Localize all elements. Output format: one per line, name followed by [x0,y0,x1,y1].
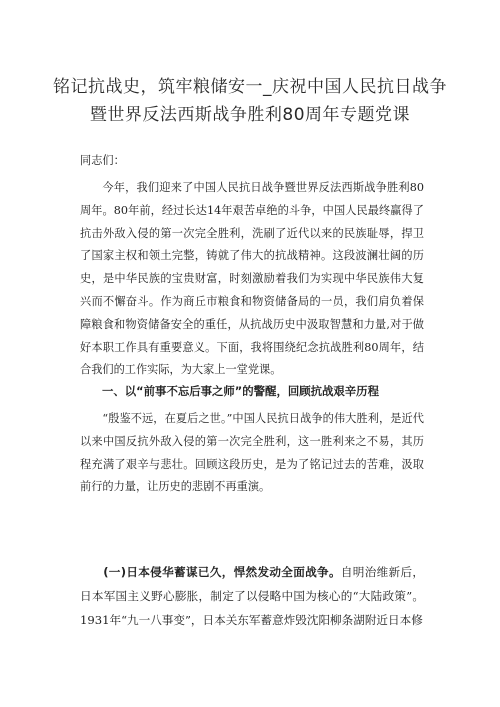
document-title-line-1: 铭记抗战史，筑牢粮储安一_庆祝中国人民抗日战争 [53,77,447,97]
subsection-text-1: 自明治维新后，日本军国主义野心膨胀，制定了以侵略中国为核心的“大陆政策”。1931年“九一八事变”，日本关东军蓄意炸毁沈阳柳条湖附近日本修 [80,565,424,627]
paragraph-subsection-1 [80,560,424,632]
paragraph-section-1: “殷鉴不远，在夏后之世。”中国人民抗日战争的伟大胜利，是近代以来中国反抗外敌入侵的第一次完全胜利，这一胜利来之不易，其历程充满了艰辛与悲壮。回顾这段历史，是为了铭记过去的苦难，汲取前行的力量，让历史的悲剧不再重演。 [80,412,424,494]
subsection-heading-1: (一)日本侵华蓄谋已久，悍然发动全面战争。 [103,565,341,579]
salutation: 同志们： [80,154,125,167]
document-title-line-2: 暨世界反法西斯战争胜利80周年专题党课 [89,105,411,125]
section-heading-1: 一、以“前事不忘后事之师”的警醒，回顾抗战艰辛历程 [102,384,379,398]
paragraph-intro: 今年，我们迎来了中国人民抗日战争暨世界反法西斯战争胜利80周年。80年前，经过长达14年艰苦卓绝的斗争，中国人民最终赢得了抗击外敌入侵的第一次完全胜利，洗刷了近代以来的民族耻辱，捍卫了国家主权和领土完整，铸就了伟大的抗战精神。这段波澜壮阔的历史，是中华民族的宝贵财富，时刻激励着我们为实现中华民族伟大复兴而不懈奋斗。作为商丘市粮食和物资储备局的一员，我们肩负着保障粮食和物资储备安全的重任，从抗战历史中汲取智慧和力量,对于做好本职工作具有重要意义。下面，我将围绕纪念抗战胜利80周年，结合我们的工作实际，为大家上一堂党课。 [80,181,424,377]
